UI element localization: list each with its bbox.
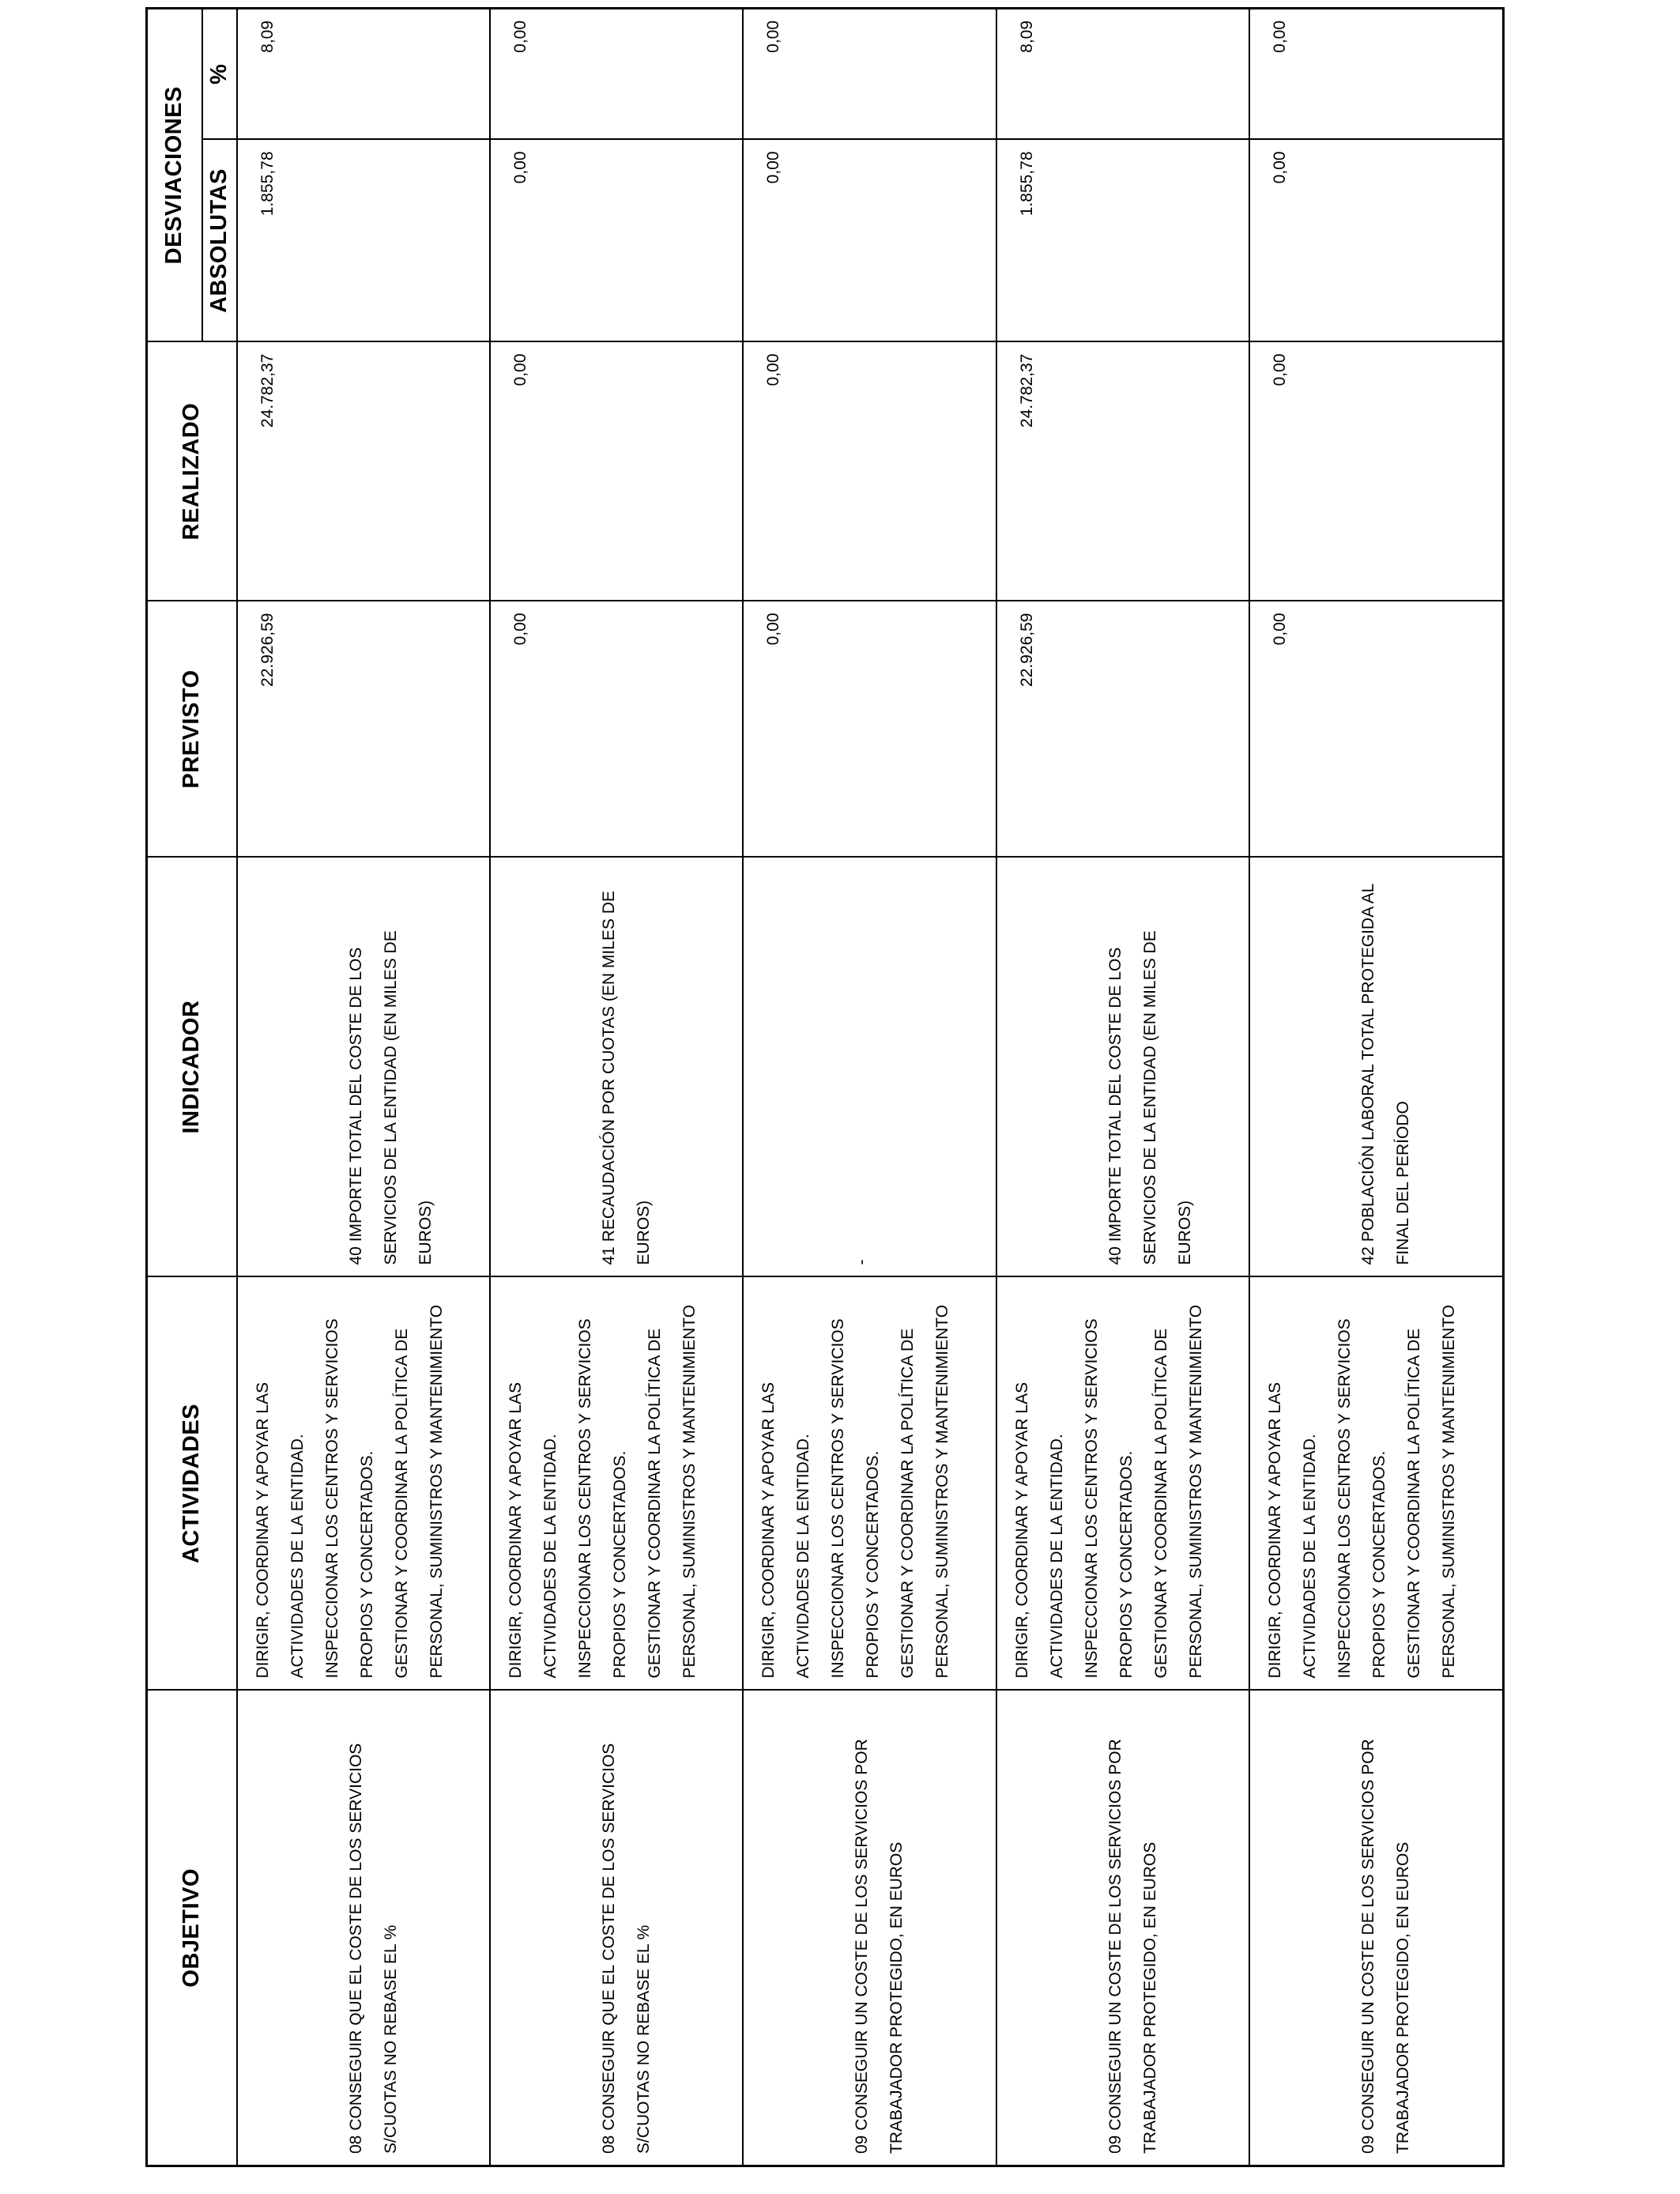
actividad-item: DIRIGIR, COORDINAR Y APOYAR LAS ACTIVIDADES DE LA ENTIDAD. xyxy=(253,1382,307,1679)
realizado-value: 0,00 xyxy=(490,342,743,601)
actividades-cell xyxy=(996,1277,1249,1691)
actividad-item: INSPECCIONAR LOS CENTROS Y SERVICIOS PROPIOS Y CONCERTADOS. xyxy=(1082,1318,1136,1679)
actividad-item: GESTIONAR Y COORDINAR LA POLÍTICA DE PERSONAL, SUMINISTROS Y MANTENIMIENTO xyxy=(1405,1304,1459,1679)
actividad-item: INSPECCIONAR LOS CENTROS Y SERVICIOS PROPIOS Y CONCERTADOS. xyxy=(829,1318,883,1679)
objetivo-text: 09 CONSEGUIR UN COSTE DE LOS SERVICIOS POR TRABAJADOR PROTEGIDO, EN EUROS xyxy=(1359,1739,1413,2154)
header-previsto: PREVISTO xyxy=(147,601,237,858)
objetivo-text: 09 CONSEGUIR UN COSTE DE LOS SERVICIOS POR TRABAJADOR PROTEGIDO, EN EUROS xyxy=(853,1739,906,2154)
actividad-item: DIRIGIR, COORDINAR Y APOYAR LAS ACTIVIDADES DE LA ENTIDAD. xyxy=(1012,1382,1066,1679)
absolutas-value: 0,00 xyxy=(743,140,996,342)
objetivo-cell xyxy=(996,1691,1249,2166)
objetivo-text: 09 CONSEGUIR UN COSTE DE LOS SERVICIOS POR TRABAJADOR PROTEGIDO, EN EUROS xyxy=(1106,1739,1159,2154)
porcentaje-value: 8,09 xyxy=(237,8,490,139)
table-row xyxy=(237,8,490,2166)
header-row xyxy=(147,8,202,2166)
objetivo-cell xyxy=(1249,1691,1503,2166)
actividad-item: DIRIGIR, COORDINAR Y APOYAR LAS ACTIVIDADES DE LA ENTIDAD. xyxy=(759,1382,813,1679)
absolutas-value: 1.855,78 xyxy=(237,140,490,342)
realizado-value: 0,00 xyxy=(1249,342,1503,601)
indicador-cell xyxy=(237,858,490,1277)
previsto-value: 0,00 xyxy=(743,601,996,858)
objetivo-cell xyxy=(490,1691,743,2166)
actividad-item: GESTIONAR Y COORDINAR LA POLÍTICA DE PERSONAL, SUMINISTROS Y MANTENIMIENTO xyxy=(645,1304,699,1679)
table-row xyxy=(743,8,996,2166)
table-body xyxy=(237,8,1504,2166)
porcentaje-value: 0,00 xyxy=(490,8,743,139)
actividad-item: DIRIGIR, COORDINAR Y APOYAR LAS ACTIVIDADES DE LA ENTIDAD. xyxy=(1266,1382,1320,1679)
actividades-cell xyxy=(237,1277,490,1691)
table-row xyxy=(996,8,1249,2166)
header-desviaciones: DESVIACIONES xyxy=(147,8,202,341)
objetivo-text: 08 CONSEGUIR QUE EL COSTE DE LOS SERVICIOS S/CUOTAS NO REBASE EL % xyxy=(599,1743,653,2154)
previsto-value: 22.926,59 xyxy=(996,601,1249,858)
previsto-value: 22.926,59 xyxy=(237,601,490,858)
table-row xyxy=(1249,8,1503,2166)
header-objetivo: OBJETIVO xyxy=(147,1691,237,2166)
actividad-item: GESTIONAR Y COORDINAR LA POLÍTICA DE PERSONAL, SUMINISTROS Y MANTENIMIENTO xyxy=(898,1304,952,1679)
previsto-value: 0,00 xyxy=(1249,601,1503,858)
indicador-cell xyxy=(490,858,743,1277)
header-actividades: ACTIVIDADES xyxy=(147,1277,237,1691)
indicador-text: 41 RECAUDACIÓN POR CUOTAS (EN MILES DE EUROS) xyxy=(599,891,653,1265)
indicador-cell xyxy=(743,858,996,1277)
header-absolutas: ABSOLUTAS xyxy=(202,140,237,342)
header-porcentaje: % xyxy=(202,8,237,139)
actividad-item: INSPECCIONAR LOS CENTROS Y SERVICIOS PROPIOS Y CONCERTADOS. xyxy=(322,1318,376,1679)
porcentaje-value: 0,00 xyxy=(1249,8,1503,139)
porcentaje-value: 0,00 xyxy=(743,8,996,139)
actividad-item: GESTIONAR Y COORDINAR LA POLÍTICA DE PERSONAL, SUMINISTROS Y MANTENIMIENTO xyxy=(1151,1304,1205,1679)
objetivo-cell xyxy=(237,1691,490,2166)
realizado-value: 24.782,37 xyxy=(996,342,1249,601)
absolutas-value: 1.855,78 xyxy=(996,140,1249,342)
actividad-item: INSPECCIONAR LOS CENTROS Y SERVICIOS PROPIOS Y CONCERTADOS. xyxy=(575,1318,629,1679)
actividad-item: DIRIGIR, COORDINAR Y APOYAR LAS ACTIVIDADES DE LA ENTIDAD. xyxy=(506,1382,559,1679)
indicador-text: - xyxy=(853,1259,872,1265)
actividades-cell xyxy=(1249,1277,1503,1691)
table-row xyxy=(490,8,743,2166)
realizado-value: 0,00 xyxy=(743,342,996,601)
objetivo-text: 08 CONSEGUIR QUE EL COSTE DE LOS SERVICIOS S/CUOTAS NO REBASE EL % xyxy=(346,1743,400,2154)
rotated-page xyxy=(145,9,1505,2167)
indicador-cell xyxy=(996,858,1249,1277)
indicador-cell xyxy=(1249,858,1503,1277)
indicador-text: 40 IMPORTE TOTAL DEL COSTE DE LOS SERVICIOS DE LA ENTIDAD (EN MILES DE EUROS) xyxy=(346,930,435,1265)
indicador-text: 40 IMPORTE TOTAL DEL COSTE DE LOS SERVICIOS DE LA ENTIDAD (EN MILES DE EUROS) xyxy=(1106,930,1194,1265)
actividad-item: INSPECCIONAR LOS CENTROS Y SERVICIOS PROPIOS Y CONCERTADOS. xyxy=(1335,1318,1389,1679)
objectives-table xyxy=(145,7,1505,2167)
header-realizado: REALIZADO xyxy=(147,342,237,601)
realizado-value: 24.782,37 xyxy=(237,342,490,601)
header-indicador: INDICADOR xyxy=(147,858,237,1277)
actividades-cell xyxy=(490,1277,743,1691)
absolutas-value: 0,00 xyxy=(490,140,743,342)
indicador-text: 42 POBLACIÓN LABORAL TOTAL PROTEGIDA AL FINAL DEL PERÍODO xyxy=(1359,884,1413,1265)
porcentaje-value: 8,09 xyxy=(996,8,1249,139)
previsto-value: 0,00 xyxy=(490,601,743,858)
actividad-item: GESTIONAR Y COORDINAR LA POLÍTICA DE PERSONAL, SUMINISTROS Y MANTENIMIENTO xyxy=(392,1304,446,1679)
actividades-cell xyxy=(743,1277,996,1691)
absolutas-value: 0,00 xyxy=(1249,140,1503,342)
objetivo-cell xyxy=(743,1691,996,2166)
